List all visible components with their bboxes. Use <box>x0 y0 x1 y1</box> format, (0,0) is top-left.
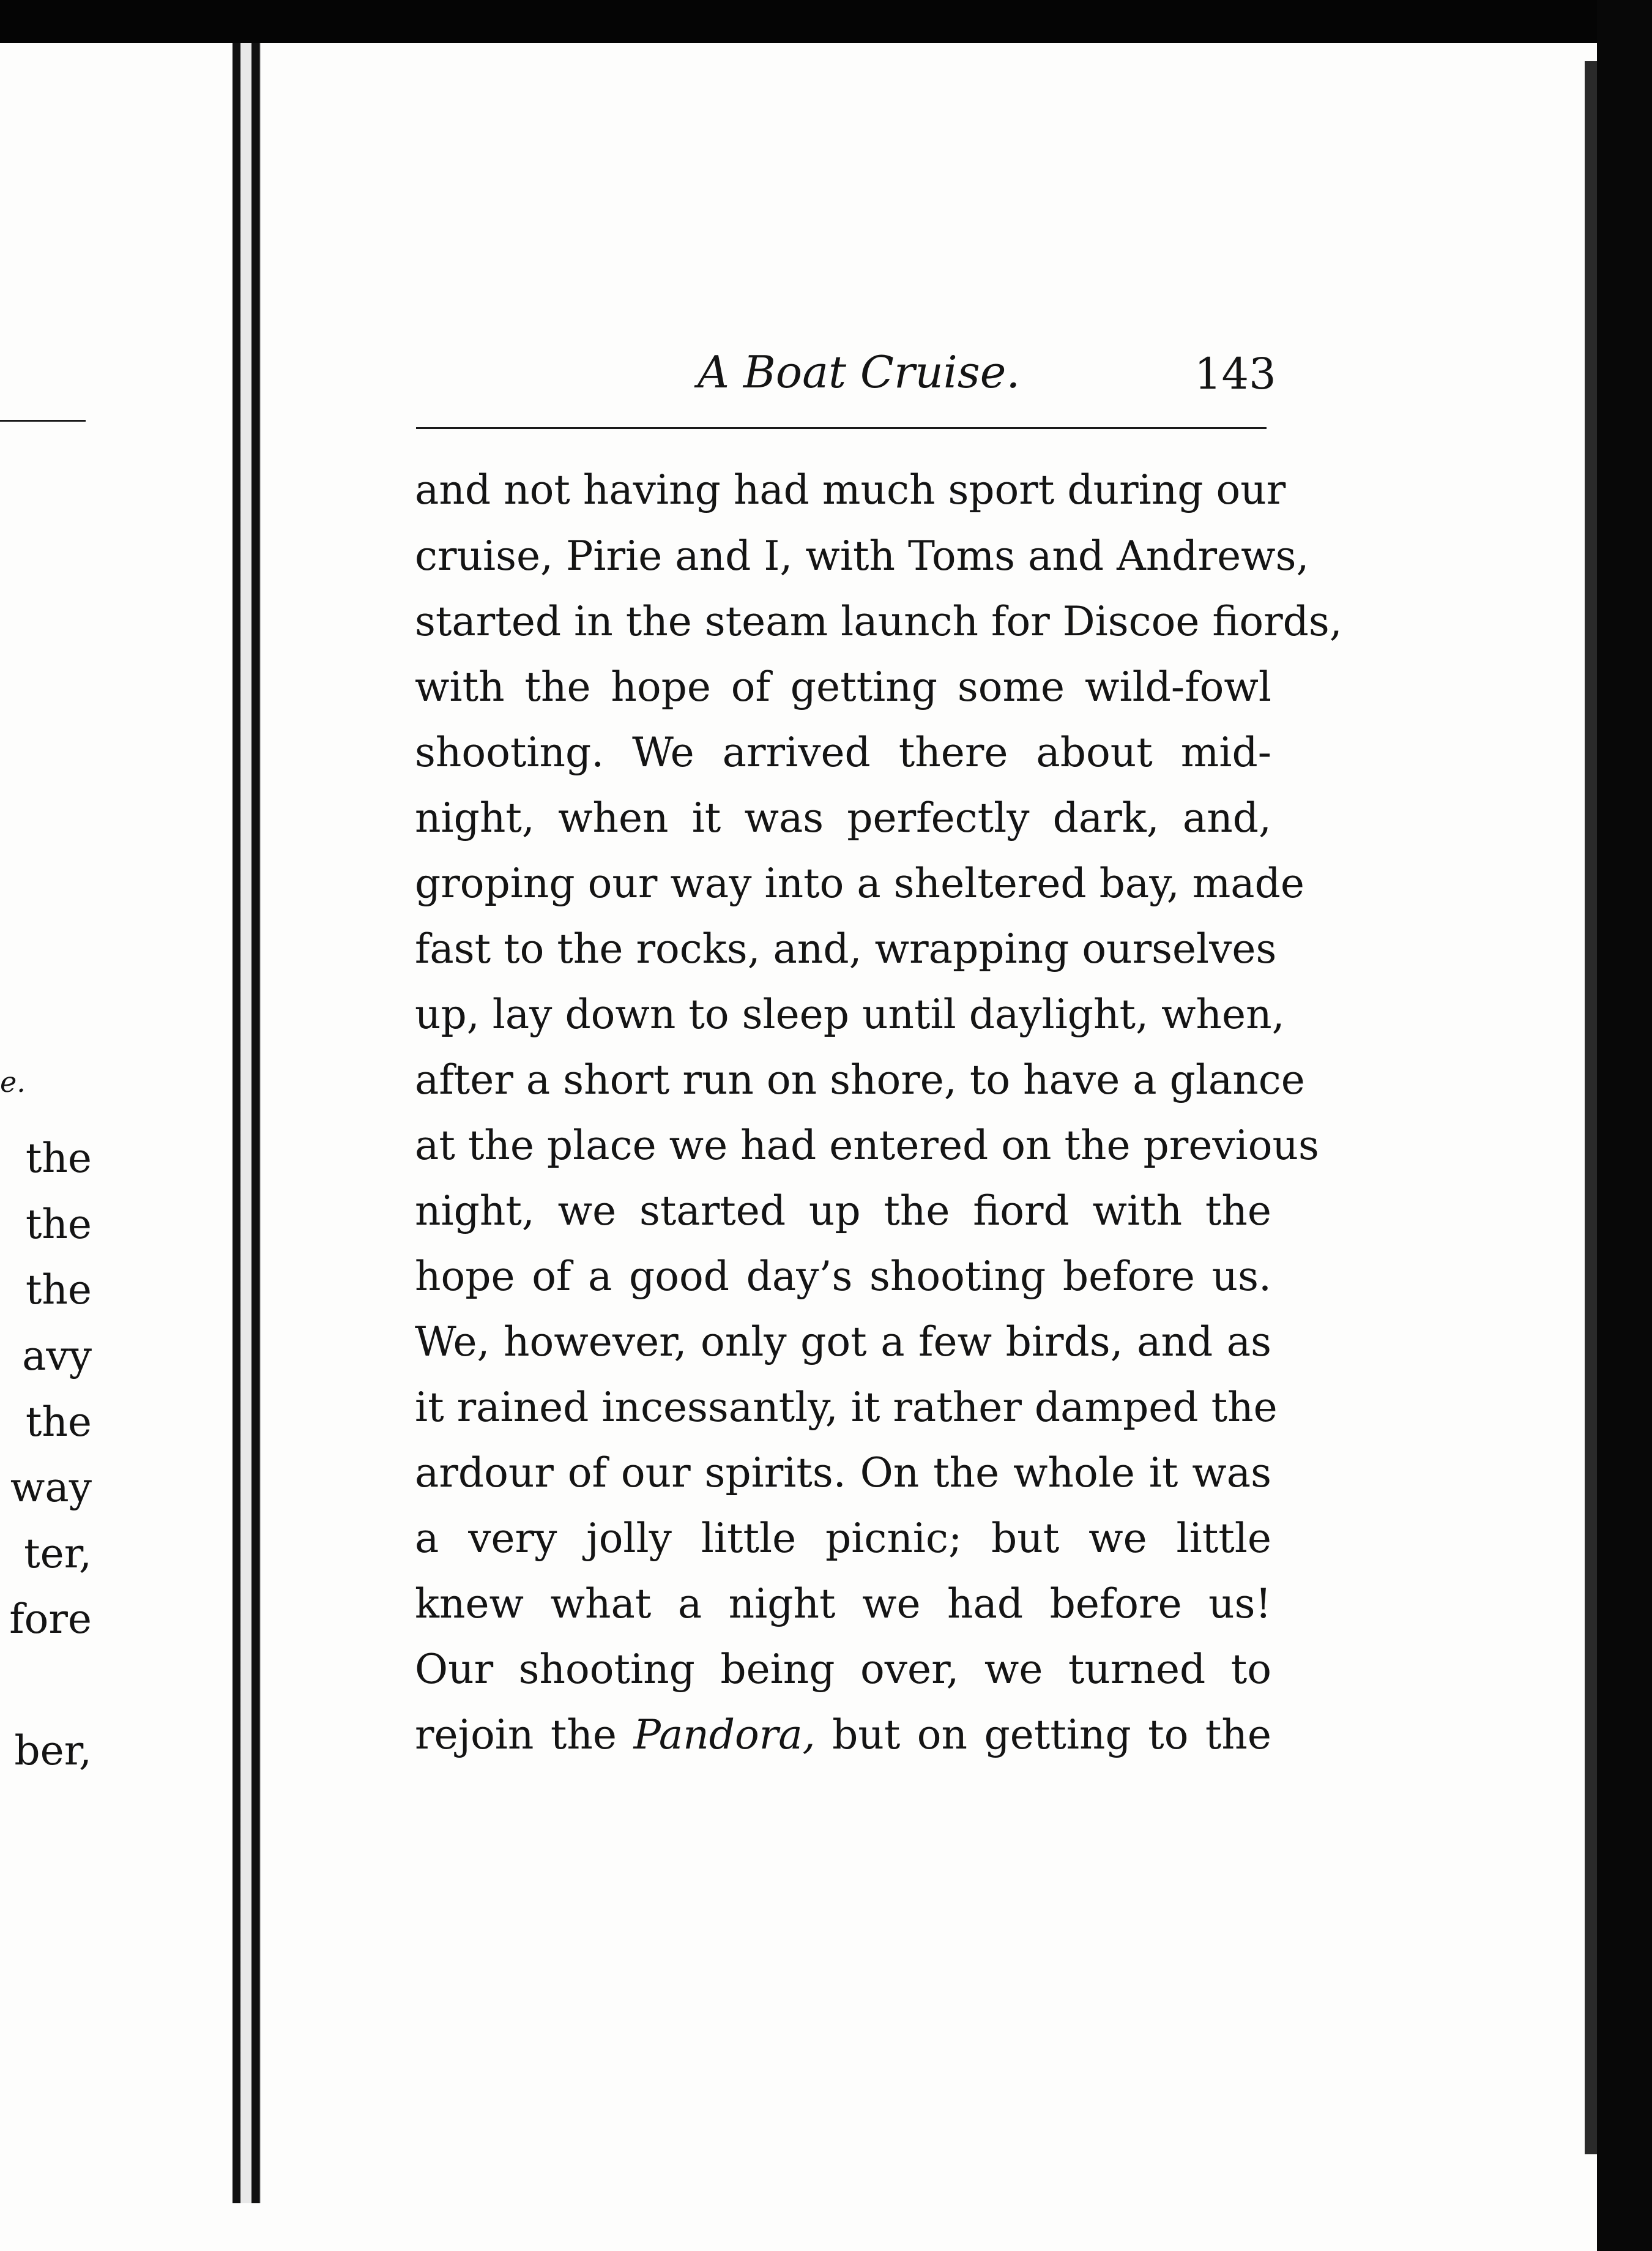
left-page-header-rule <box>0 420 86 422</box>
text-line: it rained incessantly, it rather damped the <box>415 1384 1278 1431</box>
left-fragment: the <box>25 1135 92 1182</box>
ship-name-italic: Pandora, <box>633 1711 816 1758</box>
left-fragment: fore <box>9 1596 92 1643</box>
book-spine-gutter <box>233 43 261 2203</box>
left-facing-page <box>0 43 233 2203</box>
left-fragment: ber, <box>14 1727 92 1774</box>
left-fragment: the <box>25 1398 92 1446</box>
text-line: after a short run on shore, to have a glance <box>415 1056 1305 1103</box>
scanner-top-edge <box>0 0 1652 43</box>
text-line: up, lay down to sleep until daylight, when, <box>415 991 1285 1038</box>
text-line: shooting. We arrived there about mid- <box>415 729 1271 776</box>
text-line: with the hope of getting some wild-fowl <box>415 663 1271 711</box>
left-fragment: e. <box>0 1066 26 1099</box>
last-line-start: rejoin the <box>415 1711 634 1758</box>
text-line: knew what a night we had before us! <box>415 1580 1271 1627</box>
last-line-end: but on getting to the <box>815 1711 1271 1758</box>
text-line: at the place we had entered on the previous <box>415 1122 1319 1169</box>
text-line: hope of a good day’s shooting before us. <box>415 1253 1271 1300</box>
page-number: 143 <box>1194 349 1276 399</box>
page-stack-edge <box>1585 61 1597 2154</box>
text-line: groping our way into a sheltered bay, made <box>415 860 1304 907</box>
text-line: We, however, only got a few birds, and as <box>415 1318 1271 1365</box>
header-rule <box>416 427 1267 429</box>
text-line-last <box>415 1711 1271 1758</box>
left-fragment: the <box>25 1266 92 1313</box>
text-line: cruise, Pirie and I, with Toms and Andrews, <box>415 532 1309 580</box>
left-fragment: ter, <box>24 1530 92 1577</box>
left-fragment: way <box>10 1464 92 1511</box>
left-fragment: avy <box>22 1332 92 1379</box>
text-line: night, we started up the fiord with the <box>415 1187 1271 1234</box>
left-fragment: the <box>25 1201 92 1248</box>
text-line: fast to the rocks, and, wrapping ourselves <box>415 925 1277 972</box>
text-line: started in the steam launch for Discoe fiords, <box>415 598 1342 645</box>
text-line: and not having had much sport during our <box>415 466 1286 513</box>
text-line: a very jolly little picnic; but we little <box>415 1515 1271 1562</box>
running-head: A Boat Cruise. <box>698 346 1021 398</box>
text-line: night, when it was perfectly dark, and, <box>415 794 1271 842</box>
scanner-right-edge <box>1597 0 1652 2251</box>
text-line: Our shooting being over, we turned to <box>415 1646 1271 1693</box>
text-line: ardour of our spirits. On the whole it was <box>415 1449 1271 1496</box>
